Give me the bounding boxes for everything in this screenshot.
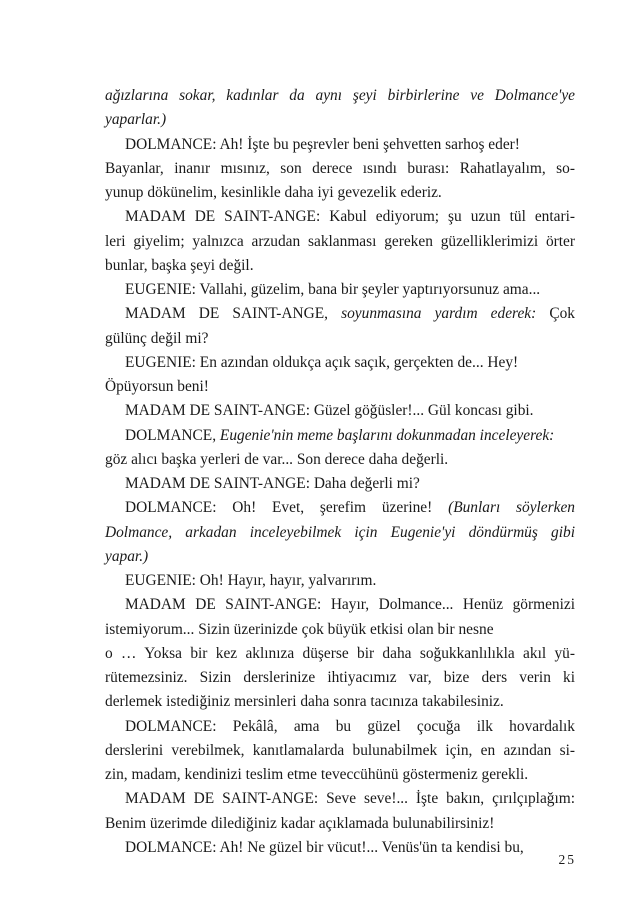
text-segment: gülünç değil mi? [105, 329, 209, 347]
text-line [105, 690, 575, 714]
text-line [105, 375, 575, 399]
italic-text-segment: ağızlarına sokar, kadınlar da aynı şeyi birbirlerine ve Dolmance'ye [105, 87, 575, 104]
text-segment: zin, madam, kendinizi teslim etme teveccühünü göstermeniz gerekli. [105, 766, 529, 783]
text-segment: EUGENIE: Vallahi, güzelim, bana bir şeyler yaptırıyorsunuz ama... [125, 281, 541, 298]
text-segment: DOLMANCE, [125, 426, 220, 444]
italic-text-segment: Eugenie'nin meme başlarını dokunmadan inceleyerek: [219, 426, 555, 444]
text-line [105, 715, 575, 739]
text-segment: yunup dökünelim, kesinlikle daha iyi gevezelik ederiz. [105, 184, 442, 201]
text-line [105, 448, 575, 472]
text-segment: DOLMANCE: Oh! Evet, şerefim üzerine! [125, 499, 449, 517]
text-line [105, 739, 575, 763]
text-line [105, 666, 575, 690]
italic-text-segment: soyunmasına yardım ederek: [341, 305, 537, 323]
text-segment: derlemek istediğiniz mersinleri daha sonra tacınıza takabilesiniz. [105, 693, 504, 711]
text-segment: EUGENIE: Oh! Hayır, hayır, yalvarırım. [125, 572, 377, 589]
text-line [105, 787, 575, 811]
text-line [105, 133, 575, 157]
text-line [105, 569, 575, 593]
text-line [105, 327, 575, 351]
page-number: 25 [558, 852, 576, 867]
text-segment: o … Yoksa bir kez aklınıza düşerse bir daha soğukkanlılıkla akıl yü- [105, 644, 575, 662]
text-line [105, 181, 575, 205]
text-line [105, 399, 575, 423]
italic-text-segment: Dolmance, arkadan inceleyebilmek için Eugenie'yi döndürmüş gibi [105, 523, 575, 541]
text-segment: MADAM DE SAINT-ANGE: Güzel göğüsler!... Gül koncası gibi. [125, 402, 534, 420]
italic-text-segment: yapar.) [105, 547, 149, 565]
text-line [105, 302, 575, 326]
text-segment: Çok [536, 305, 575, 323]
text-line [105, 157, 575, 181]
text-line [105, 593, 575, 617]
text-segment: DOLMANCE: Pekâlâ, ama bu güzel çocuğa ilk hovardalık [125, 717, 575, 735]
text-segment: istemiyorum... Sizin üzerinizde çok büyük etkisi olan bir nesne [105, 620, 494, 638]
text-line [105, 424, 575, 448]
italic-text-segment: (Bunları söylerken [448, 499, 575, 517]
text-line [105, 205, 575, 229]
text-line [105, 84, 575, 108]
text-segment: göz alıcı başka yerleri de var... Son derece daha değerli. [105, 450, 449, 468]
text-segment: leri giyelim; yalnızca arzudan saklanması gereken güzelliklerimizi örter [105, 232, 575, 250]
text-line [105, 472, 575, 496]
text-segment: DOLMANCE: Ah! Ne güzel bir vücut!... Venüs'ün ta kendisi bu, [125, 838, 524, 856]
text-segment: MADAM DE SAINT-ANGE: Daha değerli mi? [125, 475, 420, 492]
text-segment: rütemezsiniz. Sizin derslerinize ihtiyacımız var, bize ders verin ki [105, 669, 575, 686]
text-line [105, 278, 575, 302]
text-line [105, 254, 575, 278]
text-line [105, 642, 575, 666]
text-segment: Öpüyorsun beni! [105, 378, 209, 395]
text-line [105, 230, 575, 254]
text-segment: bunlar, başka şeyi değil. [105, 256, 254, 274]
body-text [105, 84, 575, 860]
text-segment: EUGENIE: En azından oldukça açık saçık, gerçekten de... Hey! [125, 353, 519, 371]
text-line [105, 836, 575, 860]
text-line [105, 812, 575, 836]
text-segment: MADAM DE SAINT-ANGE: Seve seve!... İşte bakın, çırılçıplağım: [125, 790, 575, 808]
text-line [105, 521, 575, 545]
text-segment: DOLMANCE: Ah! İşte bu peşrevler beni şehvetten sarhoş eder! [125, 135, 520, 153]
text-line [105, 496, 575, 520]
text-line [105, 108, 575, 132]
text-segment: MADAM DE SAINT-ANGE, [125, 305, 342, 323]
text-segment: MADAM DE SAINT-ANGE: Hayır, Dolmance... Henüz görmenizi [125, 596, 575, 614]
text-line [105, 545, 575, 569]
text-segment: Bayanlar, inanır mısınız, son derece ısındı burası: Rahatlayalım, so- [105, 159, 575, 177]
text-segment: derslerini verebilmek, kanıtlamalarda bulunabilmek için, en azından si- [105, 741, 575, 759]
text-segment: MADAM DE SAINT-ANGE: Kabul ediyorum; şu uzun tül entari- [125, 208, 575, 226]
text-line [105, 351, 575, 375]
italic-text-segment: yaparlar.) [105, 111, 167, 129]
text-segment: Benim üzerimde dilediğiniz kadar açıklamada bulunabilirsiniz! [105, 814, 495, 832]
text-line [105, 618, 575, 642]
text-line [105, 763, 575, 787]
